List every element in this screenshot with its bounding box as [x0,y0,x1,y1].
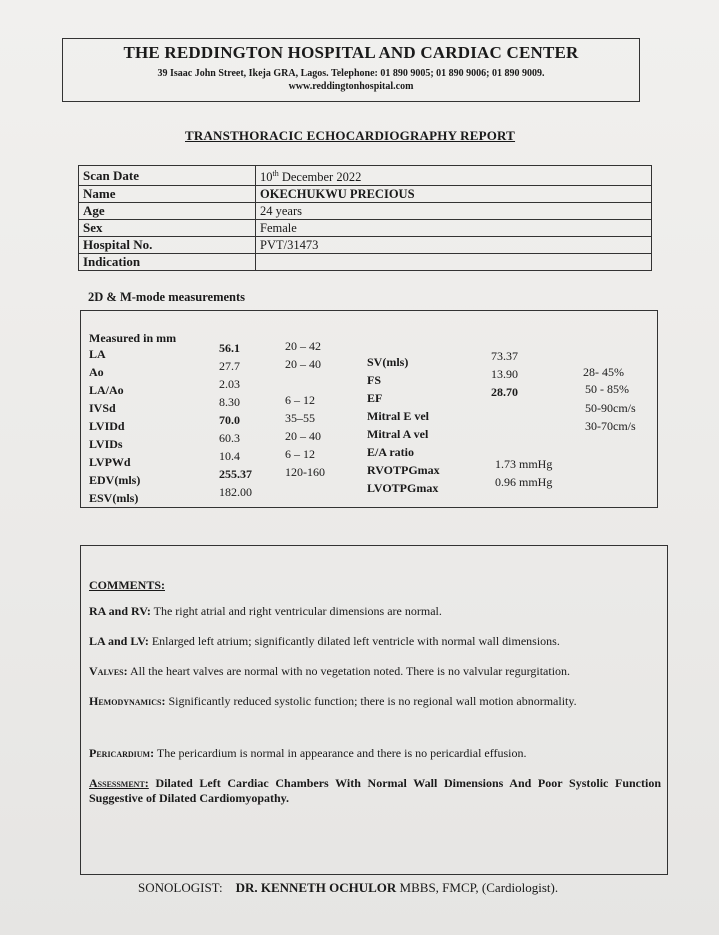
patient-info-table [78,165,652,271]
meas-value: 28.70 [491,385,518,399]
meas-value: 73.37 [491,349,518,363]
meas-name: LVPWd [89,455,131,469]
hospital-no-value: PVT/31473 [256,237,652,254]
table-row [79,254,652,271]
name-value: OKECHUKWU PRECIOUS [256,186,652,203]
meas-name: LA/Ao [89,383,124,397]
meas-name: EDV(mls) [89,473,141,487]
table-row [79,220,652,237]
indication-value [256,254,652,271]
meas-name: Mitral A vel [367,427,429,441]
meas-name: ESV(mls) [89,491,139,505]
meas-name: IVSd [89,401,116,415]
comment-ra-rv: RA and RV: The right atrial and right ventricular dimensions are normal. [89,604,442,618]
scan-date-value: 10th December 2022 [256,166,652,186]
sonologist-line [138,880,558,896]
sonologist-credentials: MBBS, FMCP, (Cardiologist). [396,880,559,895]
sex-label: Sex [79,220,256,237]
meas-range: 20 – 40 [285,357,321,371]
meas-range: 28- 45% [583,365,624,379]
sonologist-name: DR. KENNETH OCHULOR [235,880,397,895]
meas-range: 6 – 12 [285,447,315,461]
meas-name: SV(mls) [367,355,409,369]
hospital-header [62,38,640,102]
table-row [79,237,652,254]
meas-name: LVIDs [89,437,123,451]
meas-name: EF [367,391,383,405]
hospital-website: www.reddingtonhospital.com [288,81,414,92]
scan-date-label: Scan Date [79,166,256,186]
meas-value: 1.73 mmHg [495,457,553,471]
meas-value: 182.00 [219,485,252,499]
meas-name: LA [89,347,106,361]
indication-label: Indication [79,254,256,271]
comments-box [80,545,668,875]
measurements-section-title: 2D & M-mode measurements [88,290,246,304]
table-row [79,166,652,186]
meas-name: LVOTPGmax [367,481,439,495]
meas-name: Mitral E vel [367,409,429,423]
meas-name: RVOTPGmax [367,463,440,477]
age-value: 24 years [256,203,652,220]
meas-range: 35–55 [285,411,315,425]
meas-value: 0.96 mmHg [495,475,553,489]
measurements-box [80,310,658,508]
comment-valves: Valves: All the heart valves are normal with no vegetation noted. There is no valvular regurgitation. [89,664,571,678]
meas-range: 30-70cm/s [585,419,636,433]
name-label: Name [79,186,256,203]
comment-hemodynamics: Hemodynamics: Significantly reduced systolic function; there is no regional wall motion abnormality. [89,694,577,708]
meas-range: 6 – 12 [285,393,315,407]
hospital-no-label: Hospital No. [79,237,256,254]
meas-range: 20 – 42 [285,339,321,353]
comments-title: COMMENTS: [89,578,165,592]
meas-value: 13.90 [491,367,518,381]
hospital-address: 39 Isaac John Street, Ikeja GRA, Lagos. Telephone: 01 890 9005; 01 890 9006; 01 890 9009. [157,68,545,79]
meas-name: FS [367,373,382,387]
meas-name: Ao [89,365,104,379]
meas-value: 70.0 [219,413,240,427]
sex-value: Female [256,220,652,237]
comment-la-lv: LA and LV: Enlarged left atrium; significantly dilated left ventricle with normal wall dimensions. [89,634,560,648]
hospital-name: THE REDDINGTON HOSPITAL AND CARDIAC CENTER [123,43,579,62]
meas-range: 50-90cm/s [585,401,636,415]
table-row [79,203,652,220]
sonologist-label: SONOLOGIST: [138,880,223,895]
comment-assessment: Assessment: Dilated Left Cardiac Chambers With Normal Wall Dimensions And Poor Systolic Function Suggestive of Dilated Cardiomyopathy. [89,776,661,805]
meas-value: 2.03 [219,377,240,391]
age-label: Age [79,203,256,220]
meas-range: 50 - 85% [585,382,629,396]
meas-value: 60.3 [219,431,240,445]
meas-range: 120-160 [285,465,325,479]
unit-label: Measured in mm [89,331,177,345]
meas-value: 10.4 [219,449,240,463]
meas-value: 255.37 [219,467,252,481]
meas-value: 27.7 [219,359,240,373]
report-title: TRANSTHORACIC ECHOCARDIOGRAPHY REPORT [185,128,516,143]
meas-range: 20 – 40 [285,429,321,443]
meas-value: 56.1 [219,341,240,355]
meas-name: LVIDd [89,419,125,433]
comment-pericardium: Pericardium: The pericardium is normal in appearance and there is no pericardial effusion. [89,746,527,760]
table-row [79,186,652,203]
meas-name: E/A ratio [367,445,414,459]
meas-value: 8.30 [219,395,240,409]
